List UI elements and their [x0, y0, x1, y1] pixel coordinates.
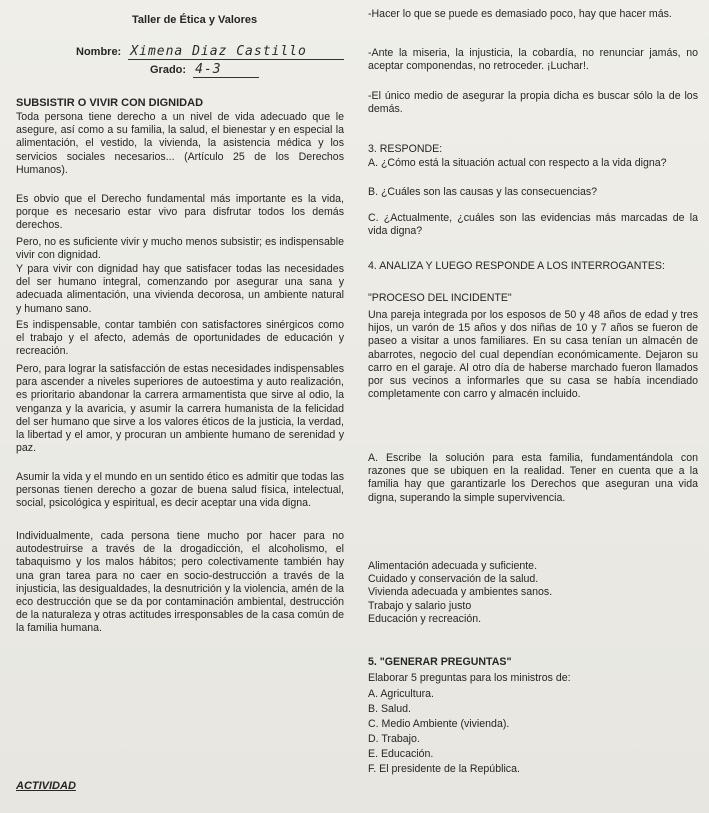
section-3-question-a: A. ¿Cómo está la situación actual con respecto a la vida digna?: [368, 157, 667, 169]
name-value: Ximena Diaz Castillo: [128, 44, 344, 60]
case-title: "PROCESO DEL INCIDENTE": [368, 292, 512, 304]
quote-2: -Ante la miseria, la injusticia, la cobardía, no renunciar jamás, no aceptar componendas, no retroceder. ¡Luchar!.: [368, 47, 698, 73]
section-3-title: 3. RESPONDE:: [368, 143, 443, 155]
need-item: Trabajo y salario justo: [368, 599, 472, 612]
ministry-item: F. El presidente de la República.: [368, 763, 520, 775]
ministry-item: E. Educación.: [368, 748, 434, 760]
section-3-question-b: B. ¿Cuáles son las causas y las consecuencias?: [368, 186, 598, 198]
ministries-list: [368, 688, 698, 778]
grade-label: Grado:: [150, 64, 187, 76]
quote-3: -El único medio de asegurar la propia dicha es buscar sólo la de los demás.: [368, 90, 698, 116]
grade-value: 4-3: [193, 62, 259, 78]
name-field: [76, 44, 344, 60]
paragraph-2: Es obvio que el Derecho fundamental más importante es la vida, porque es necesario estar vivo para disfrutar todos los demás derechos.: [16, 193, 344, 232]
paragraph-5: Es indispensable, contar también con satisfactores sinérgicos como el trabajo y el afecto, además de oportunidades de educación y recreación.: [16, 319, 344, 358]
grade-field: [150, 62, 259, 78]
need-item: Cuidado y conservación de la salud.: [368, 573, 539, 586]
paragraph-3: Pero, no es suficiente vivir y mucho menos subsistir; es indispensable vivir con dignidad.: [16, 236, 344, 262]
paragraph-8: Individualmente, cada persona tiene mucho por hacer para no autodestruirse a través de la drogadicción, el alcoholismo, el tabaquismo y los malos hábitos; pero colectivamente también hay una gran tarea para no caer en socio-destrucción a través de la injusticia, las desigualdades, la desnutrición y la violencia, amén de la eco destrucción que se da por contaminación ambiental, destrucción de la naturaleza y otras actitudes irresponsables de la casa común de la familia humana.: [16, 530, 345, 635]
paragraph-6: Pero, para lograr la satisfacción de estas necesidades indispensables para ascender a niveles superiores de autoestima y auto realización, es prioritario abandonar la carrera armamentista que sirve al odio, la venganza y la avaricia, y asumir la carrera humanista de la felicidad del ser humano que sirve a los valores éticos de la justicia, la verdad, la libertad y el amor, y procuran un ambiente humano de serenidad y paz.: [16, 363, 344, 455]
ministry-item: D. Trabajo.: [368, 733, 420, 745]
paragraph-7: Asumir la vida y el mundo en un sentido ético es admitir que todas las personas tienen derecho a gozar de buena salud física, intelectual, social, psicológica y espiritual, es decir aceptar una vida digna.: [16, 471, 344, 510]
section-3-question-c: C. ¿Actualmente, ¿cuáles son las evidencias más marcadas de la vida digna?: [368, 212, 698, 238]
need-item: Alimentación adecuada y suficiente.: [368, 560, 538, 572]
worksheet-title: Taller de Ética y Valores: [132, 14, 258, 26]
need-item: Vivienda adecuada y ambientes sanos.: [368, 586, 553, 599]
section-4-title: 4. ANALIZA Y LUEGO RESPONDE A LOS INTERROGANTES:: [368, 260, 665, 272]
paragraph-4: Y para vivir con dignidad hay que satisfacer todas las necesidades del ser humano integral, comenzando por asegurar una sana y adecuada alimentación, una vivienda decorosa, un ambiente natural y humano sano.: [16, 263, 344, 315]
ministry-item: B. Salud.: [368, 703, 411, 715]
section-5-intro: Elaborar 5 preguntas para los ministros de:: [368, 672, 571, 684]
section-title: SUBSISTIR O VIVIR CON DIGNIDAD: [16, 97, 204, 109]
need-item: Educación y recreación.: [368, 612, 482, 625]
section-4-question-a: A. Escribe la solución para esta familia, fundamentándola con razones que se ubiquen en la realidad. Tener en cuenta que a la familia hay que garantizarle los Derechos que aseguran una vida digna, superando la simple supervivencia.: [368, 452, 698, 504]
quote-1: -Hacer lo que se puede es demasiado poco, hay que hacer más.: [368, 8, 672, 20]
ministry-item: C. Medio Ambiente (vivienda).: [368, 718, 510, 730]
section-5-title: 5. "GENERAR PREGUNTAS": [368, 656, 512, 668]
activity-heading: ACTIVIDAD: [16, 780, 76, 792]
needs-list: [368, 560, 698, 626]
ministry-item: A. Agricultura.: [368, 688, 434, 700]
name-label: Nombre:: [76, 46, 122, 58]
case-text: Una pareja integrada por los esposos de 50 y 48 años de edad y tres hijos, un varón de 15 años y dos niñas de 10 y 7 años se fueron de paseo a visitar a unos familiares. En su casa tenían un almacén de abarrotes, negocio del cual dependían económicamente. Dejaron su carro en el garaje. Al otro día de haberse marchado fueron llamados por sus vecinos a informarles que su casa se había incendiado completamente con carro y almacén incluido.: [368, 309, 698, 401]
paragraph-1: Toda persona tiene derecho a un nivel de vida adecuado que le asegure, así como a su familia, la salud, el bienestar y en especial la alimentación, el vestido, la vivienda, la asistencia médica y los servicios sociales necesarios... (Artículo 25 de los Derechos Humanos).: [16, 111, 344, 176]
